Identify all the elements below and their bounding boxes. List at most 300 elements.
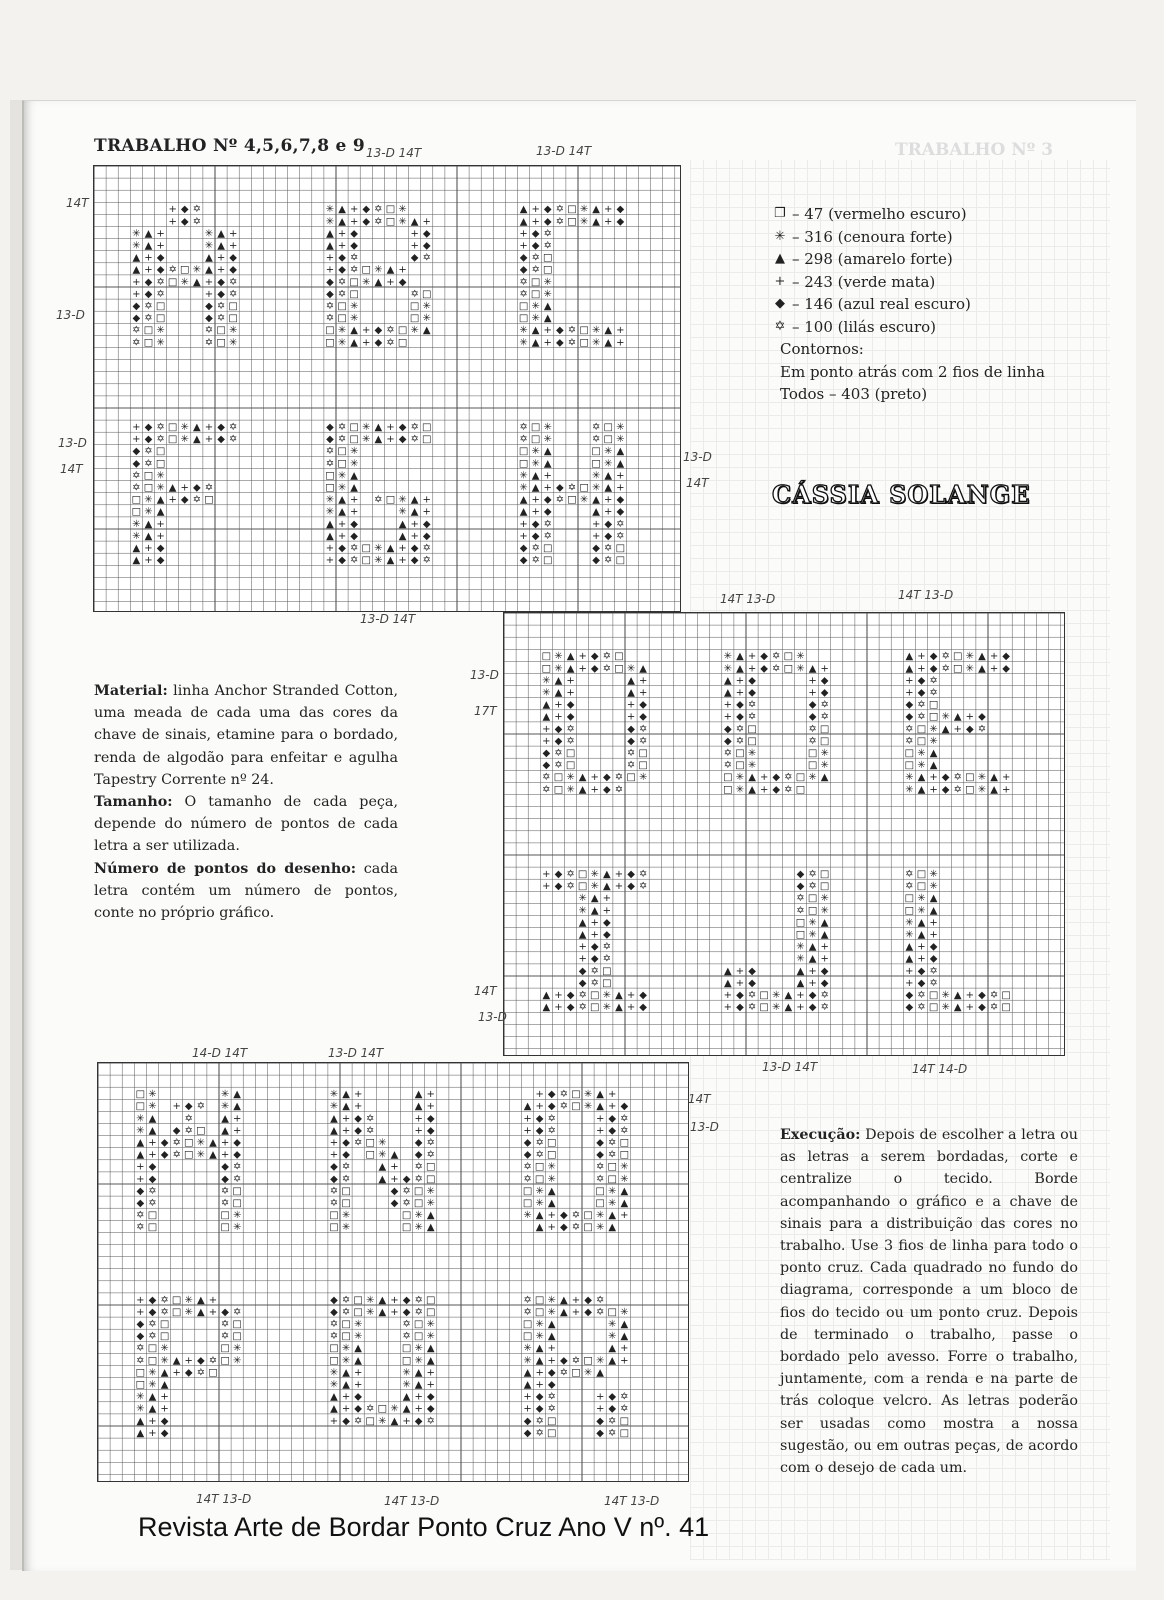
svg-text:✡: ✡	[402, 1331, 411, 1343]
svg-text:□: □	[413, 1185, 424, 1197]
svg-text:✡: ✡	[590, 965, 599, 977]
svg-text:✡: ✡	[337, 422, 347, 434]
svg-text:▲: ▲	[566, 651, 575, 663]
svg-text:+: +	[216, 264, 226, 276]
svg-text:✳: ✳	[579, 216, 589, 228]
svg-text:□: □	[591, 446, 601, 458]
svg-text:▲: ▲	[209, 1149, 217, 1161]
svg-text:+: +	[554, 990, 563, 1002]
svg-text:◆: ◆	[820, 965, 829, 977]
svg-text:◆: ◆	[523, 1427, 532, 1439]
svg-text:□: □	[547, 1415, 557, 1427]
svg-text:✡: ✡	[941, 663, 950, 675]
svg-text:□: □	[579, 337, 589, 349]
svg-text:+: +	[132, 288, 141, 300]
svg-text:✳: ✳	[362, 434, 371, 446]
svg-text:✳: ✳	[796, 953, 805, 965]
svg-text:+: +	[604, 216, 613, 228]
svg-text:✡: ✡	[349, 264, 359, 276]
svg-text:✡: ✡	[604, 543, 613, 555]
svg-text:✡: ✡	[917, 711, 926, 723]
svg-text:✳: ✳	[349, 446, 359, 458]
svg-text:+: +	[426, 1089, 435, 1101]
svg-text:□: □	[143, 470, 154, 482]
svg-text:+: +	[535, 1379, 544, 1391]
svg-text:□: □	[916, 735, 927, 747]
svg-text:□: □	[220, 1355, 230, 1367]
svg-text:+: +	[414, 1403, 423, 1415]
svg-text:+: +	[723, 711, 733, 723]
svg-text:◆: ◆	[808, 1002, 817, 1014]
svg-text:✡: ✡	[784, 784, 793, 796]
svg-text:□: □	[626, 772, 636, 784]
svg-text:✡: ✡	[620, 1113, 629, 1125]
execucao-label: Execução:	[780, 1127, 861, 1143]
svg-text:+: +	[808, 675, 817, 687]
svg-text:+: +	[616, 337, 625, 349]
svg-text:+: +	[604, 506, 613, 518]
svg-text:□: □	[131, 494, 142, 506]
svg-text:□: □	[422, 434, 432, 446]
svg-text:✳: ✳	[608, 1198, 617, 1210]
svg-text:▲: ▲	[523, 1101, 532, 1113]
svg-text:+: +	[144, 543, 153, 555]
svg-text:✡: ✡	[578, 990, 587, 1002]
svg-text:◆: ◆	[627, 869, 635, 881]
svg-text:□: □	[602, 965, 612, 977]
svg-text:◆: ◆	[531, 530, 540, 542]
svg-text:+: +	[735, 675, 745, 687]
svg-text:◆: ◆	[342, 1415, 350, 1427]
svg-text:+: +	[531, 204, 540, 216]
svg-text:✡: ✡	[232, 1173, 242, 1185]
svg-text:▲: ▲	[531, 482, 540, 494]
svg-text:✡: ✡	[602, 953, 612, 965]
svg-text:✳: ✳	[820, 760, 829, 772]
svg-text:□: □	[155, 458, 166, 470]
svg-text:+: +	[362, 325, 371, 337]
svg-text:✳: ✳	[905, 784, 914, 796]
svg-text:□: □	[928, 990, 939, 1002]
svg-text:▲: ▲	[820, 929, 829, 941]
svg-text:✳: ✳	[638, 772, 648, 784]
svg-text:✳: ✳	[422, 313, 431, 325]
svg-text:✡: ✡	[784, 772, 793, 784]
svg-text:✡: ✡	[386, 325, 395, 337]
svg-text:◆: ◆	[639, 711, 648, 723]
svg-text:+: +	[156, 518, 165, 530]
svg-text:+: +	[337, 518, 347, 530]
svg-text:▲: ▲	[350, 470, 359, 482]
svg-text:◆: ◆	[604, 518, 613, 530]
svg-text:+: +	[595, 1125, 605, 1137]
svg-text:✡: ✡	[953, 784, 962, 796]
svg-text:+: +	[929, 929, 938, 941]
svg-text:✳: ✳	[820, 893, 829, 905]
svg-text:▲: ▲	[156, 506, 165, 518]
svg-text:◆: ◆	[221, 1161, 229, 1173]
svg-text:□: □	[204, 494, 214, 506]
svg-text:✳: ✳	[220, 1089, 230, 1101]
svg-text:+: +	[519, 228, 528, 240]
svg-text:▲: ▲	[784, 1002, 793, 1014]
svg-text:✳: ✳	[132, 530, 141, 542]
svg-text:+: +	[216, 252, 226, 264]
svg-text:◆: ◆	[736, 990, 744, 1002]
svg-text:▲: ▲	[748, 784, 756, 796]
svg-text:✡: ✡	[156, 276, 165, 288]
svg-text:□: □	[567, 204, 577, 216]
svg-text:◆: ◆	[374, 337, 383, 349]
svg-text:□: □	[365, 1137, 375, 1149]
svg-text:✡: ✡	[614, 784, 624, 796]
svg-text:+: +	[604, 494, 613, 506]
svg-text:✳: ✳	[595, 1222, 605, 1234]
svg-text:✡: ✡	[325, 458, 335, 470]
svg-text:✡: ✡	[160, 1294, 169, 1306]
svg-text:◆: ◆	[402, 1173, 411, 1185]
svg-text:□: □	[638, 760, 648, 772]
svg-text:✡: ✡	[590, 977, 599, 989]
svg-text:+: +	[337, 530, 347, 542]
svg-text:□: □	[904, 760, 915, 772]
svg-text:✡: ✡	[595, 1173, 605, 1185]
svg-text:✳: ✳	[616, 434, 625, 446]
svg-text:▲: ▲	[608, 1210, 617, 1222]
svg-text:+: +	[905, 675, 914, 687]
svg-text:+: +	[554, 699, 563, 711]
svg-text:◆: ◆	[796, 881, 805, 893]
svg-text:▲: ▲	[639, 663, 648, 675]
svg-text:✡: ✡	[608, 1137, 617, 1149]
svg-text:□: □	[759, 990, 769, 1002]
legend-row-316: ✳ – 316 (cenoura forte)	[768, 226, 1045, 249]
svg-text:✳: ✳	[160, 1343, 169, 1355]
svg-text:+: +	[410, 518, 419, 530]
handwritten-note: 13-D	[470, 668, 499, 682]
svg-text:▲: ▲	[144, 530, 153, 542]
svg-text:+: +	[168, 204, 177, 216]
svg-text:+: +	[953, 723, 962, 735]
svg-text:✳: ✳	[602, 1002, 612, 1014]
svg-text:▲: ▲	[543, 458, 552, 470]
svg-text:✡: ✡	[543, 518, 552, 530]
svg-text:✡: ✡	[426, 1137, 435, 1149]
svg-text:◆: ◆	[547, 1379, 556, 1391]
svg-text:□: □	[220, 1222, 230, 1234]
svg-text:▲: ▲	[808, 953, 817, 965]
cross-stitch-grid	[98, 1063, 688, 1481]
svg-text:✳: ✳	[398, 204, 407, 216]
svg-text:◆: ◆	[156, 555, 165, 567]
svg-text:◆: ◆	[917, 965, 926, 977]
svg-text:✡: ✡	[353, 1415, 363, 1427]
svg-text:◆: ◆	[808, 711, 817, 723]
svg-text:◆: ◆	[566, 990, 575, 1002]
svg-text:□: □	[377, 1403, 388, 1415]
svg-text:✡: ✡	[591, 434, 601, 446]
svg-text:□: □	[220, 1210, 230, 1222]
svg-text:✡: ✡	[602, 941, 612, 953]
svg-text:✳: ✳	[772, 1002, 781, 1014]
svg-text:✳: ✳	[148, 1379, 157, 1391]
svg-text:▲: ▲	[414, 1101, 423, 1113]
svg-text:+: +	[390, 1173, 399, 1185]
svg-text:✳: ✳	[329, 1089, 339, 1101]
svg-text:✳: ✳	[362, 422, 371, 434]
svg-text:✳: ✳	[535, 1185, 544, 1197]
svg-text:□: □	[232, 1319, 242, 1331]
svg-text:◆: ◆	[422, 240, 431, 252]
svg-text:+: +	[905, 977, 914, 989]
svg-text:□: □	[518, 301, 529, 313]
svg-text:▲: ▲	[941, 723, 950, 735]
svg-text:◆: ◆	[160, 1149, 169, 1161]
material-text: linha Anchor Stranded Cotton, uma meada de cada uma das cores da chave de sinais, etamine para o bordado, renda de algodão para enfeitar e agulha Tapestry Corrente nº 24.	[94, 683, 398, 788]
svg-text:◆: ◆	[414, 1149, 423, 1161]
svg-text:◆: ◆	[547, 1101, 556, 1113]
svg-text:+: +	[156, 228, 165, 240]
svg-text:□: □	[1001, 990, 1011, 1002]
svg-text:□: □	[543, 264, 553, 276]
svg-text:▲: ▲	[820, 917, 829, 929]
svg-text:◆: ◆	[748, 675, 756, 687]
svg-text:+: +	[329, 1137, 339, 1149]
svg-text:▲: ▲	[192, 276, 201, 288]
svg-text:◆: ◆	[390, 1185, 399, 1197]
svg-text:▲: ▲	[144, 240, 153, 252]
svg-text:+: +	[604, 204, 613, 216]
svg-text:+: +	[148, 1149, 157, 1161]
tamanho-label: Tamanho:	[94, 794, 173, 811]
svg-text:+: +	[543, 325, 552, 337]
svg-text:✡: ✡	[905, 723, 914, 735]
svg-text:+: +	[386, 276, 395, 288]
svg-text:+: +	[808, 965, 817, 977]
svg-text:◆: ◆	[602, 772, 611, 784]
svg-text:▲: ▲	[523, 1379, 532, 1391]
svg-text:+: +	[796, 990, 805, 1002]
svg-text:+: +	[519, 518, 528, 530]
svg-text:□: □	[216, 337, 226, 349]
svg-text:◆: ◆	[205, 313, 213, 325]
svg-text:✡: ✡	[747, 990, 757, 1002]
svg-text:◆: ◆	[596, 1427, 605, 1439]
svg-text:□: □	[147, 1355, 158, 1367]
svg-text:+: +	[160, 1391, 169, 1403]
svg-text:□: □	[953, 651, 963, 663]
svg-text:□: □	[530, 276, 541, 288]
svg-text:+: +	[616, 470, 625, 482]
svg-text:+: +	[172, 1367, 181, 1379]
svg-text:◆: ◆	[132, 446, 141, 458]
svg-text:+: +	[626, 990, 636, 1002]
svg-text:□: □	[603, 422, 613, 434]
svg-text:✳: ✳	[426, 1198, 435, 1210]
svg-text:▲: ▲	[342, 1379, 350, 1391]
svg-text:✡: ✡	[543, 240, 552, 252]
svg-text:▲: ▲	[808, 941, 817, 953]
svg-text:□: □	[208, 1367, 218, 1379]
svg-text:▲: ▲	[148, 1125, 157, 1137]
svg-text:□: □	[916, 881, 927, 893]
svg-text:▲: ▲	[604, 325, 613, 337]
svg-text:✳: ✳	[144, 494, 153, 506]
svg-text:□: □	[819, 881, 830, 893]
svg-text:✳: ✳	[349, 313, 359, 325]
svg-text:◆: ◆	[627, 735, 635, 747]
svg-text:+: +	[144, 252, 153, 264]
svg-text:+: +	[571, 1306, 581, 1318]
svg-text:◆: ◆	[602, 784, 611, 796]
svg-text:▲: ▲	[136, 1415, 145, 1427]
svg-text:✳: ✳	[579, 494, 589, 506]
svg-text:◆: ◆	[148, 1173, 157, 1185]
svg-text:▲: ▲	[616, 446, 625, 458]
svg-text:◆: ◆	[144, 288, 153, 300]
svg-text:✡: ✡	[132, 482, 141, 494]
svg-text:▲: ▲	[615, 990, 623, 1002]
svg-text:✳: ✳	[220, 1101, 230, 1113]
svg-text:◆: ◆	[590, 651, 599, 663]
svg-text:+: +	[566, 687, 575, 699]
svg-text:□: □	[401, 1210, 412, 1222]
svg-text:+: +	[595, 1113, 605, 1125]
svg-text:◆: ◆	[608, 1125, 617, 1137]
svg-text:◆: ◆	[160, 1137, 169, 1149]
svg-text:□: □	[361, 555, 371, 567]
svg-text:▲: ▲	[386, 264, 395, 276]
svg-text:+: +	[543, 482, 552, 494]
svg-text:+: +	[929, 917, 938, 929]
svg-text:✳: ✳	[414, 1210, 423, 1222]
svg-text:▲: ▲	[519, 204, 528, 216]
svg-text:✡: ✡	[547, 1403, 556, 1415]
svg-text:□: □	[325, 337, 335, 349]
svg-text:✡: ✡	[735, 735, 745, 747]
svg-text:✡: ✡	[917, 1002, 926, 1014]
svg-text:✡: ✡	[620, 1125, 629, 1137]
svg-text:▲: ▲	[132, 252, 141, 264]
svg-text:□: □	[397, 325, 408, 337]
svg-text:▲: ▲	[929, 893, 938, 905]
svg-text:+: +	[614, 881, 624, 893]
svg-text:+: +	[965, 1002, 975, 1014]
svg-text:✳: ✳	[531, 446, 540, 458]
svg-text:+: +	[325, 555, 335, 567]
svg-text:✡: ✡	[184, 1113, 193, 1125]
svg-text:◆: ◆	[748, 965, 756, 977]
svg-text:✡: ✡	[402, 1198, 411, 1210]
svg-text:▲: ▲	[233, 1089, 242, 1101]
svg-text:+: +	[759, 772, 769, 784]
svg-text:◆: ◆	[156, 543, 165, 555]
svg-text:▲: ▲	[414, 1367, 423, 1379]
svg-text:✡: ✡	[422, 543, 431, 555]
svg-text:✳: ✳	[192, 264, 202, 276]
svg-text:▲: ▲	[330, 1125, 338, 1137]
svg-text:▲: ▲	[620, 1198, 629, 1210]
svg-text:▲: ▲	[192, 422, 201, 434]
svg-text:□: □	[614, 651, 624, 663]
svg-text:✳: ✳	[414, 1355, 423, 1367]
svg-text:+: +	[808, 687, 817, 699]
svg-text:◆: ◆	[531, 518, 540, 530]
svg-text:+: +	[616, 325, 625, 337]
svg-text:✳: ✳	[329, 1367, 339, 1379]
svg-text:▲: ▲	[205, 264, 213, 276]
svg-text:✳: ✳	[156, 470, 165, 482]
svg-text:◆: ◆	[148, 1294, 157, 1306]
svg-text:□: □	[965, 784, 975, 796]
svg-text:▲: ▲	[196, 1294, 205, 1306]
svg-text:+: +	[341, 1125, 351, 1137]
svg-text:◆: ◆	[144, 276, 153, 288]
svg-text:◆: ◆	[723, 735, 732, 747]
svg-text:+: +	[329, 1149, 339, 1161]
svg-text:✡: ✡	[228, 288, 238, 300]
svg-text:▲: ▲	[156, 494, 165, 506]
svg-text:◆: ◆	[422, 530, 431, 542]
svg-text:✡: ✡	[136, 1343, 145, 1355]
svg-text:+: +	[578, 941, 587, 953]
svg-text:+: +	[156, 240, 165, 252]
svg-text:◆: ◆	[144, 434, 153, 446]
svg-text:✡: ✡	[808, 735, 817, 747]
author-name: CÁSSIA SOLANGE	[772, 480, 1031, 509]
svg-text:✳: ✳	[136, 1391, 145, 1403]
svg-text:+: +	[398, 264, 407, 276]
svg-text:+: +	[136, 1306, 145, 1318]
handwritten-note: 17T	[474, 704, 497, 718]
chart-letters-m-r	[97, 1062, 689, 1482]
svg-text:◆: ◆	[350, 518, 359, 530]
svg-text:□: □	[928, 711, 939, 723]
svg-text:✳: ✳	[402, 1367, 411, 1379]
svg-text:◆: ◆	[917, 675, 926, 687]
svg-text:✡: ✡	[591, 422, 601, 434]
svg-text:▲: ▲	[531, 470, 540, 482]
svg-text:✡: ✡	[555, 494, 565, 506]
svg-text:◆: ◆	[362, 216, 371, 228]
svg-text:◆: ◆	[559, 1222, 568, 1234]
svg-text:◆: ◆	[402, 1306, 411, 1318]
svg-text:◆: ◆	[555, 337, 564, 349]
svg-text:▲: ▲	[953, 1002, 962, 1014]
svg-text:✡: ✡	[192, 494, 202, 506]
svg-text:□: □	[409, 313, 420, 325]
svg-text:□: □	[143, 325, 154, 337]
svg-text:+: +	[132, 276, 141, 288]
svg-text:□: □	[553, 772, 564, 784]
svg-text:▲: ▲	[386, 555, 395, 567]
svg-text:✳: ✳	[519, 482, 528, 494]
svg-text:+: +	[796, 1002, 805, 1014]
svg-text:✡: ✡	[144, 301, 153, 313]
svg-text:✡: ✡	[638, 881, 648, 893]
svg-text:◆: ◆	[748, 687, 756, 699]
svg-text:◆: ◆	[350, 530, 359, 542]
svg-text:◆: ◆	[330, 1306, 338, 1318]
svg-text:◆: ◆	[941, 784, 950, 796]
svg-text:+: +	[989, 651, 999, 663]
svg-text:□: □	[614, 663, 624, 675]
svg-text:✡: ✡	[172, 1149, 181, 1161]
svg-text:+: +	[595, 1403, 605, 1415]
svg-text:◆: ◆	[1002, 663, 1011, 675]
svg-text:✡: ✡	[228, 434, 238, 446]
svg-text:□: □	[232, 1198, 242, 1210]
